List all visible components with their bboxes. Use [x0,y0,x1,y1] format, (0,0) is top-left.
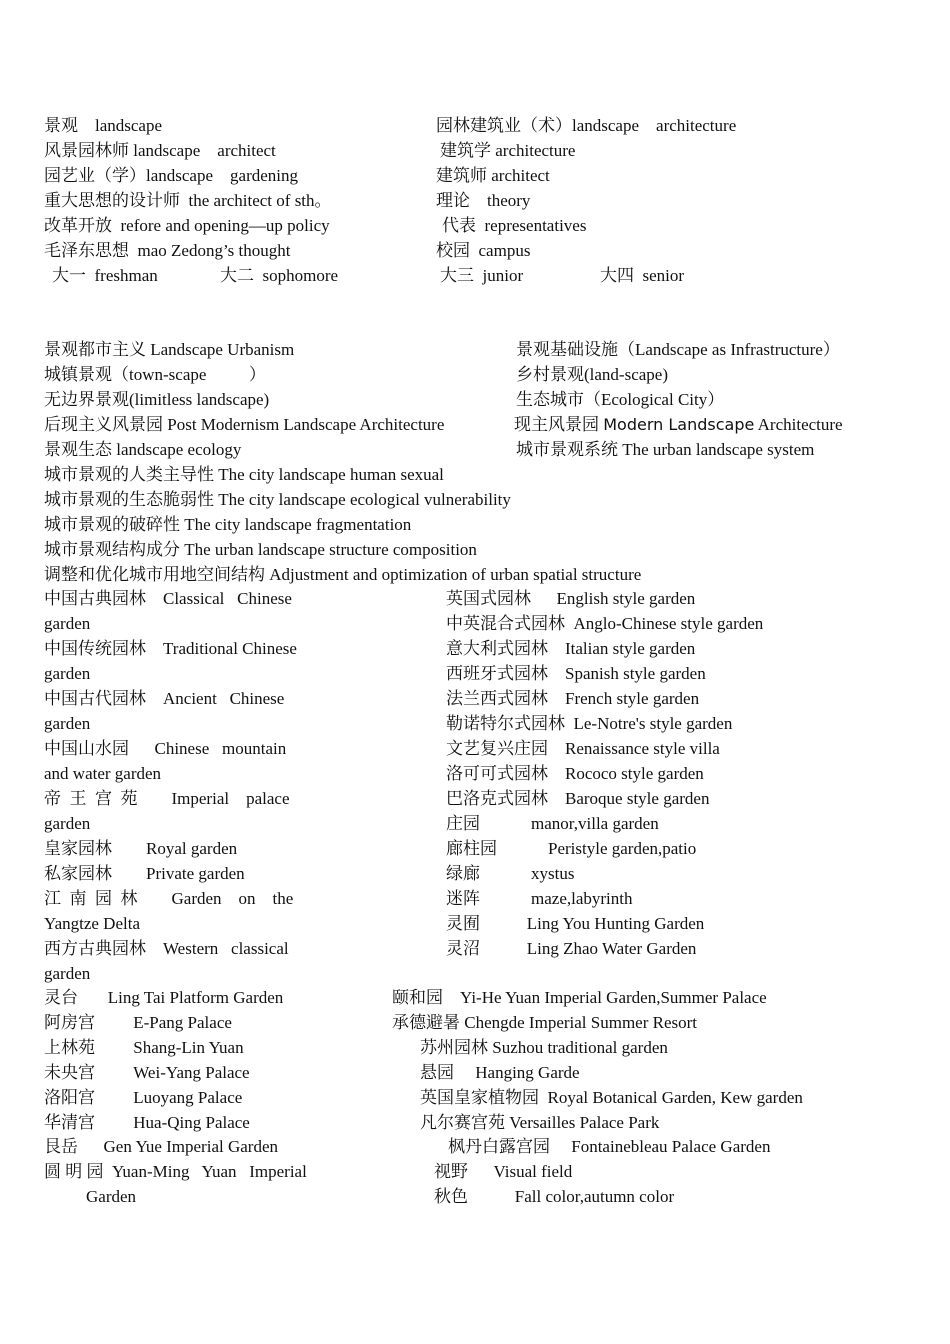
term-yi-he-yuan: 颐和园 Yi-He Yuan Imperial Garden,Summer Palace [392,988,767,1007]
term-western-classical-cont: garden [44,964,91,983]
term-french-style: 法兰西式园林 French style garden [446,689,700,708]
term-modern-landscape-architecture [514,415,843,435]
modern-cn: 现主风景园 [514,415,604,434]
term-versailles: 凡尔赛宫苑 Versailles Palace Park [420,1113,660,1132]
term-landscape-architect: 风景园林师 landscape architect [44,141,276,160]
term-visual-field: 视野 Visual field [434,1162,573,1181]
term-landscape-urbanism: 景观都市主义 Landscape Urbanism [44,340,295,359]
term-junior: 大三 junior [440,266,524,285]
term-hanging-garden: 悬园 Hanging Garde [420,1063,580,1082]
term-mountain-water-cont: and water garden [44,764,162,783]
term-ling-tai: 灵台 Ling Tai Platform Garden [44,988,284,1007]
term-land-scape: 乡村景观(land-scape) [516,365,669,384]
term-traditional-chinese-cont: garden [44,664,91,683]
term-mountain-water: 中国山水园 Chinese mountain [44,739,287,758]
term-structure-composition: 城市景观结构成分 The urban landscape structure composition [44,540,477,559]
term-western-classical: 西方古典园林 Western classical [44,939,289,958]
modern-landscape-sans: Modern Landscape [603,415,755,434]
term-anglo-chinese: 中英混合式园林 Anglo-Chinese style garden [446,614,764,633]
term-senior: 大四 senior [600,266,685,285]
term-english-style: 英国式园林 English style garden [446,589,696,608]
term-fragmentation: 城市景观的破碎性 The city landscape fragmentation [44,515,412,534]
term-autumn-color: 秋色 Fall color,autumn color [434,1187,675,1206]
term-hua-qing: 华清宫 Hua-Qing Palace [44,1113,250,1132]
term-architecture: 建筑学 architecture [440,141,576,160]
term-luoyang: 洛阳宫 Luoyang Palace [44,1088,243,1107]
term-theory: 理论 theory [436,191,531,210]
term-landscape-ecology: 景观生态 landscape ecology [44,440,242,459]
term-yuan-ming-cont: Garden [86,1187,137,1206]
term-human-sexual: 城市景观的人类主导性 The city landscape human sexual [44,465,444,484]
term-suzhou: 苏州园林 Suzhou traditional garden [420,1038,668,1057]
term-italian-style: 意大利式园林 Italian style garden [446,639,696,658]
term-manor-villa: 庄园 manor,villa garden [446,814,659,833]
term-landscape-architecture: 园林建筑业（术）landscape architecture [436,116,737,135]
term-landscape: 景观 landscape [44,116,163,135]
term-imperial-palace: 帝 王 宫 苑 Imperial palace [44,789,290,808]
term-wei-yang: 未央宫 Wei-Yang Palace [44,1063,250,1082]
term-classical-chinese: 中国古典园林 Classical Chinese [44,589,292,608]
term-yuan-ming: 圆 明 园 Yuan-Ming Yuan Imperial [44,1162,307,1181]
term-ecological-city: 生态城市（Ecological City） [516,390,725,409]
term-urban-landscape-system: 城市景观系统 The urban landscape system [516,440,815,459]
term-rococo-style: 洛可可式园林 Rococo style garden [446,764,704,783]
term-landscape-gardening: 园艺业（学）landscape gardening [44,166,298,185]
term-imperial-palace-cont: garden [44,814,91,833]
modern-architecture: Architecture [754,415,843,434]
term-kew-garden: 英国皇家植物园 Royal Botanical Garden, Kew garden [420,1088,803,1107]
term-town-scape: 城镇景观（town-scape ） [44,365,266,384]
term-yangtze-delta-cont: Yangtze Delta [44,914,140,933]
term-e-pang: 阿房宫 E-Pang Palace [44,1013,232,1032]
term-private-garden: 私家园林 Private garden [44,864,245,883]
term-mao-thought: 毛泽东思想 mao Zedong’s thought [44,241,291,260]
term-ling-you: 灵囿 Ling You Hunting Garden [446,914,705,933]
term-fontainebleau: 枫丹白露宫园 Fontainebleau Palace Garden [448,1137,771,1156]
term-traditional-chinese: 中国传统园林 Traditional Chinese [44,639,297,658]
term-campus: 校园 campus [436,241,531,260]
term-reform-opening: 改革开放 refore and opening—up policy [44,216,330,235]
term-le-notre-style: 勒诺特尔式园林 Le-Notre's style garden [446,714,733,733]
term-spanish-style: 西班牙式园林 Spanish style garden [446,664,706,683]
term-ancient-chinese-cont: garden [44,714,91,733]
term-chengde: 承德避暑 Chengde Imperial Summer Resort [392,1013,698,1032]
term-ling-zhao: 灵沼 Ling Zhao Water Garden [446,939,697,958]
term-royal-garden: 皇家园林 Royal garden [44,839,238,858]
term-baroque-style: 巴洛克式园林 Baroque style garden [446,789,710,808]
term-gen-yue: 艮岳 Gen Yue Imperial Garden [44,1137,278,1156]
term-architect-of-sth: 重大思想的设计师 the architect of sth。 [44,191,332,210]
term-architect: 建筑师 architect [436,166,550,185]
term-landscape-infrastructure: 景观基础设施（Landscape as Infrastructure） [516,340,840,359]
term-maze: 迷阵 maze,labyrinth [446,889,633,908]
term-post-modernism: 后现主义风景园 Post Modernism Landscape Architecture [44,415,445,434]
term-ancient-chinese: 中国古代园林 Ancient Chinese [44,689,285,708]
term-ecological-vulnerability: 城市景观的生态脆弱性 The city landscape ecological vulnerability [44,490,511,509]
term-spatial-structure: 调整和优化城市用地空间结构 Adjustment and optimization of urban spatial structure [44,565,642,584]
term-shang-lin: 上林苑 Shang-Lin Yuan [44,1038,244,1057]
term-renaissance-villa: 文艺复兴庄园 Renaissance style villa [446,739,720,758]
term-limitless-landscape: 无边界景观(limitless landscape) [44,390,270,409]
term-classical-chinese-cont: garden [44,614,91,633]
term-peristyle: 廊柱园 Peristyle garden,patio [446,839,697,858]
term-xystus: 绿廊 xystus [446,864,575,883]
term-sophomore: 大二 sophomore [220,266,339,285]
term-yangtze-delta: 江 南 园 林 Garden on the [44,889,294,908]
term-freshman: 大一 freshman [52,266,158,285]
term-representatives: 代表 representatives [442,216,587,235]
